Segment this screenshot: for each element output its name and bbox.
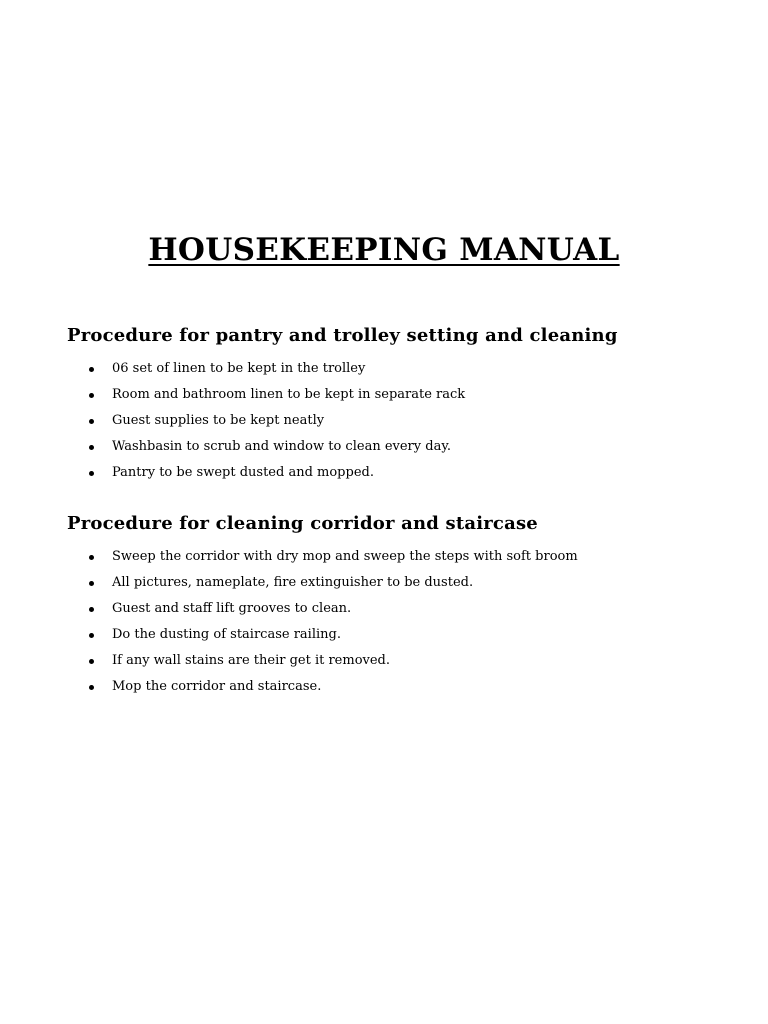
list-item xyxy=(67,382,747,408)
bullet-icon xyxy=(89,685,94,690)
list-item xyxy=(67,356,747,382)
bullet-icon xyxy=(89,445,94,450)
bullet-list xyxy=(67,356,747,486)
bullet-icon xyxy=(89,581,94,586)
list-item-text: Pantry to be swept dusted and mopped. xyxy=(112,465,374,480)
list-item-text: Mop the corridor and staircase. xyxy=(112,679,322,694)
list-item-text: Sweep the corridor with dry mop and sweep the steps with soft broom xyxy=(112,549,578,564)
list-item-text: Guest and staff lift grooves to clean. xyxy=(112,601,352,616)
section-heading: Procedure for cleaning corridor and staircase xyxy=(67,513,538,534)
list-item-text: 06 set of linen to be kept in the trolley xyxy=(112,361,366,376)
list-item-text: If any wall stains are their get it removed. xyxy=(112,653,391,668)
list-item xyxy=(67,570,747,596)
list-item xyxy=(67,460,747,486)
bullet-icon xyxy=(89,393,94,398)
document-title: HOUSEKEEPING MANUAL xyxy=(148,232,620,268)
bullet-icon xyxy=(89,419,94,424)
bullet-icon xyxy=(89,633,94,638)
section-heading: Procedure for pantry and trolley setting and cleaning xyxy=(67,325,618,346)
section-pantry-trolley xyxy=(67,325,747,486)
section-corridor-staircase xyxy=(67,513,747,700)
list-item xyxy=(67,622,747,648)
list-item-text: Do the dusting of staircase railing. xyxy=(112,627,341,642)
list-item xyxy=(67,648,747,674)
bullet-icon xyxy=(89,555,94,560)
list-item xyxy=(67,434,747,460)
list-item xyxy=(67,544,747,570)
bullet-icon xyxy=(89,659,94,664)
bullet-icon xyxy=(89,471,94,476)
list-item xyxy=(67,408,747,434)
list-item-text: Washbasin to scrub and window to clean every day. xyxy=(112,439,452,454)
bullet-list xyxy=(67,544,747,700)
list-item xyxy=(67,674,747,700)
list-item-text: Room and bathroom linen to be kept in separate rack xyxy=(112,387,466,402)
list-item xyxy=(67,596,747,622)
list-item-text: Guest supplies to be kept neatly xyxy=(112,413,325,428)
bullet-icon xyxy=(89,367,94,372)
bullet-icon xyxy=(89,607,94,612)
list-item-text: All pictures, nameplate, fire extinguisher to be dusted. xyxy=(112,575,474,590)
